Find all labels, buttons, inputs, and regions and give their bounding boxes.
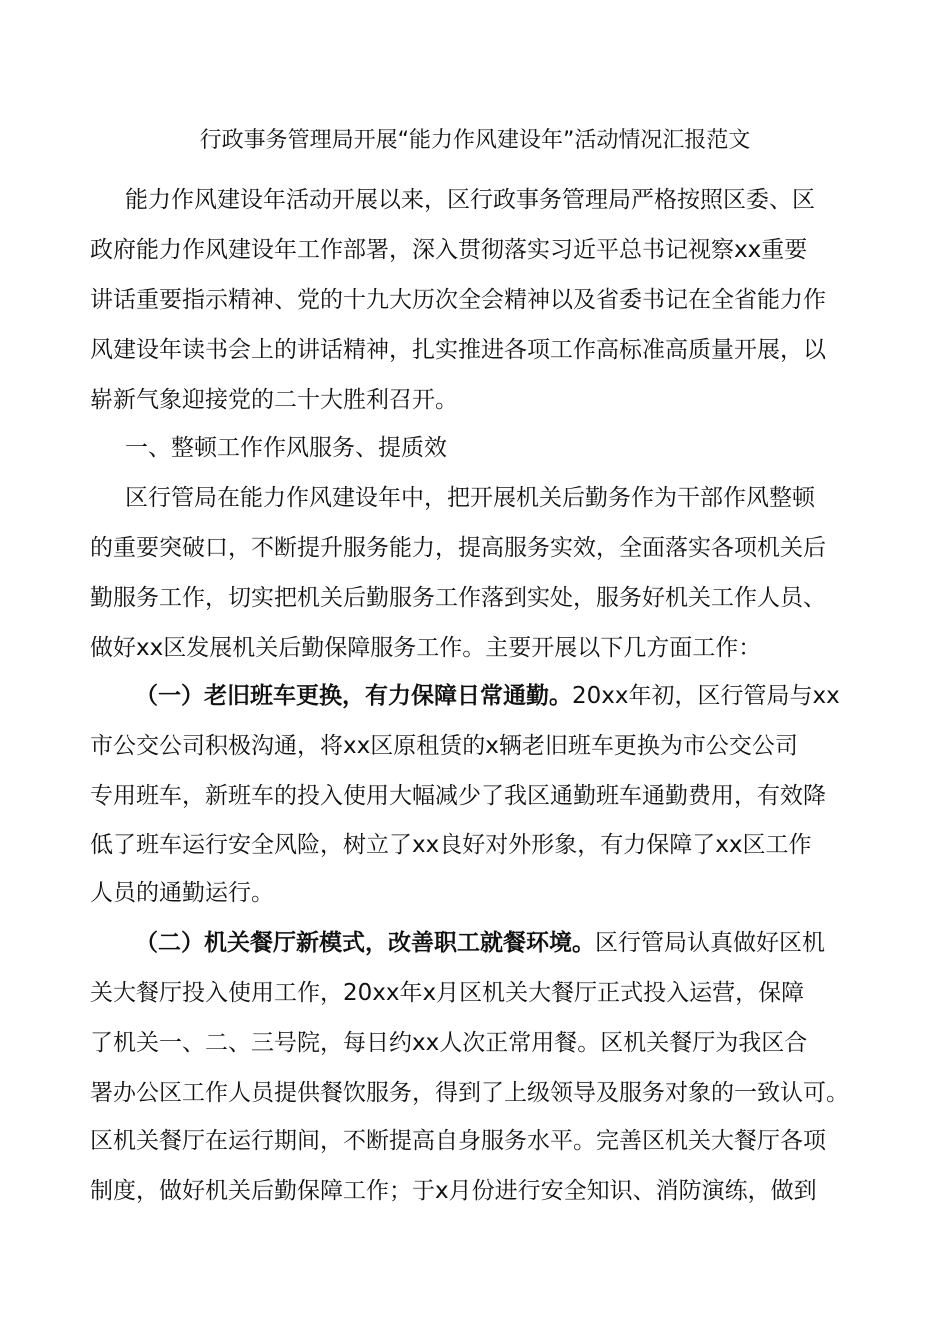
item-line: 低了班车运行安全风险，树立了xx良好对外形象，有力保障了xx区工作 <box>90 832 812 858</box>
section-heading: 一、整顿工作作风服务、提质效 <box>125 435 447 461</box>
item-heading: （二）机关餐厅新模式，改善职工就餐环境。 <box>135 930 595 956</box>
item-line: 关大餐厅投入使用工作，20xx年x月区机关大餐厅正式投入运营，保障 <box>90 980 805 1006</box>
item-first-line <box>135 926 925 960</box>
intro-line: 能力作风建设年活动开展以来，区行政事务管理局严格按照区委、区 <box>125 187 815 213</box>
item-line: 区机关餐厅在运行期间，不断提高自身服务水平。完善区机关大餐厅各项 <box>90 1128 826 1154</box>
item-line: 专用班车，新班车的投入使用大幅减少了我区通勤班车通勤费用，有效降 <box>90 783 826 809</box>
item-heading: （一）老旧班车更换，有力保障日常通勤。 <box>135 683 572 709</box>
section-line: 区行管局在能力作风建设年中，把开展机关后勤务作为干部作风整顿 <box>125 485 815 511</box>
intro-line: 风建设年读书会上的讲话精神，扎实推进各项工作高标准高质量开展，以 <box>90 337 826 363</box>
intro-line: 崭新气象迎接党的二十大胜利召开。 <box>90 387 458 413</box>
item-text: 20xx年初，区行管局与xx <box>572 683 840 709</box>
section-line: 勤服务工作，切实把机关后勤服务工作落到实处，服务好机关工作人员、 <box>90 585 826 611</box>
item-line: 人员的通勤运行。 <box>90 880 274 906</box>
item-line: 制度，做好机关后勤保障工作；于x月份进行安全知识、消防演练，做到 <box>90 1178 817 1204</box>
intro-line: 讲话重要指示精神、党的十九大历次全会精神以及省委书记在全省能力作 <box>90 287 826 313</box>
document-title: 行政事务管理局开展“能力作风建设年”活动情况汇报范文 <box>199 128 751 153</box>
item-text: 区行管局认真做好区机 <box>595 930 825 956</box>
item-line: 署办公区工作人员提供餐饮服务，得到了上级领导及服务对象的一致认可。 <box>90 1080 849 1106</box>
section-line: 做好xx区发展机关后勤保障服务工作。主要开展以下几方面工作： <box>90 635 762 661</box>
intro-line: 政府能力作风建设年工作部署，深入贯彻落实习近平总书记视察xx重要 <box>90 237 808 263</box>
item-line: 市公交公司积极沟通，将xx区原租赁的x辆老旧班车更换为市公交公司 <box>90 733 798 759</box>
item-line: 了机关一、二、三号院，每日约xx人次正常用餐。区机关餐厅为我区合 <box>90 1030 808 1056</box>
item-first-line <box>135 679 925 713</box>
section-line: 的重要突破口，不断提升服务能力，提高服务实效，全面落实各项机关后 <box>90 535 826 561</box>
